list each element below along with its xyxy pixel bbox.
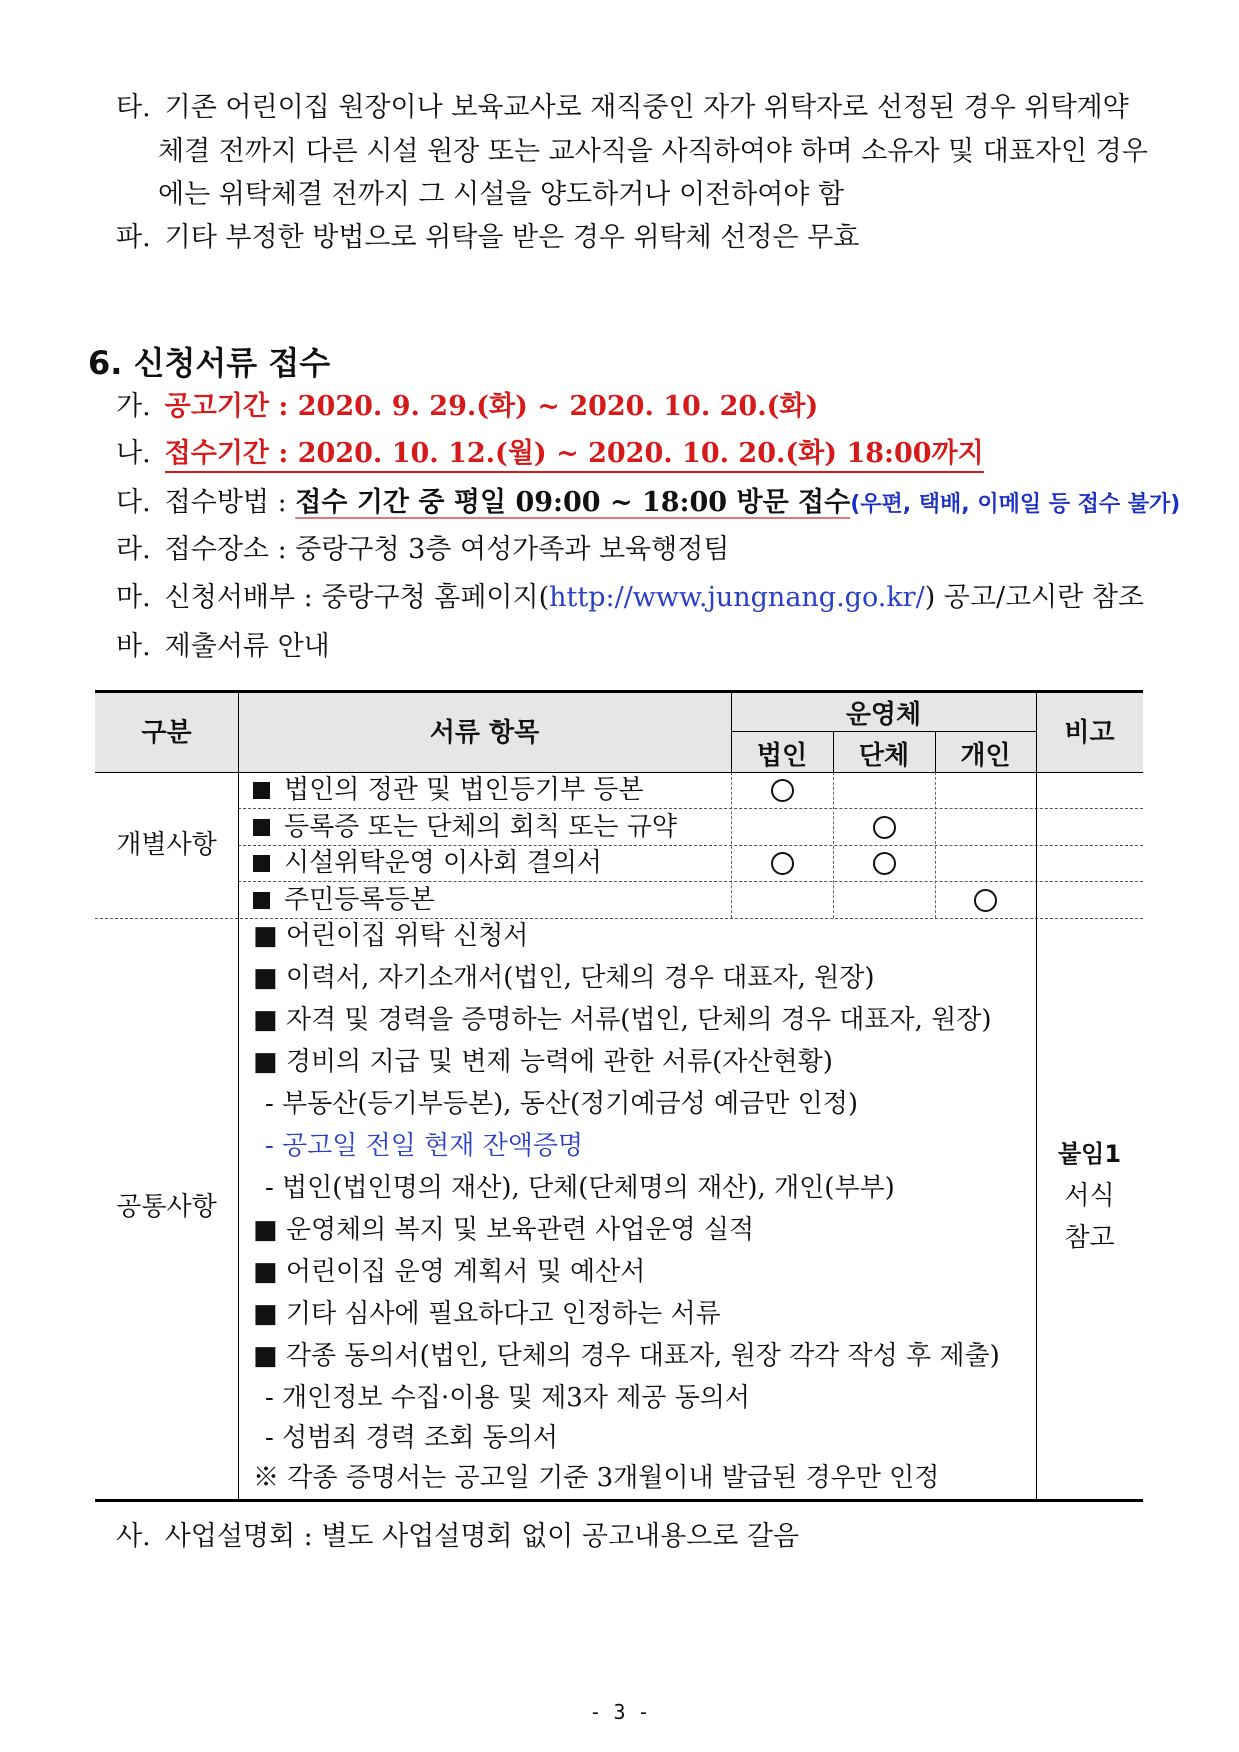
header-group: 단체 (858, 741, 910, 771)
col-divider (731, 772, 732, 918)
item-ga-mark: 가. (116, 391, 151, 422)
list-item: ■ 경비의 지급 및 변제 능력에 관한 서류(자산현황) (253, 1047, 833, 1077)
table-row (253, 807, 677, 847)
item-ra-mark: 라. (116, 534, 151, 565)
item-ta-line2: 체결 전까지 다른 시설 원장 또는 교사직을 사직하여야 하며 소유자 및 대표자인 경우 (158, 136, 1148, 167)
item-na-mark: 나. (116, 438, 151, 469)
section-title: 6. 신청서류 접수 (88, 344, 331, 382)
item-sa-mark: 사. (116, 1521, 151, 1552)
bullet-square-icon (253, 892, 270, 909)
row-text: 법인의 정관 및 법인등기부 등본 (284, 775, 644, 805)
item-ma-mark: 마. (116, 582, 151, 613)
item-da-emphasis: 접수 기간 중 평일 09:00 ~ 18:00 방문 접수 (295, 487, 851, 518)
row-text: 등록증 또는 단체의 회칙 또는 규약 (284, 812, 677, 842)
page-number: - 3 - (589, 1700, 650, 1724)
row-text: 시설위탁운영 이사회 결의서 (284, 848, 602, 878)
item-ma-after: ) 공고/고시란 참조 (924, 582, 1145, 613)
table-top-border (95, 690, 1143, 693)
header-operator: 운영체 (845, 700, 922, 730)
list-item: - 개인정보 수집·이용 및 제3자 제공 동의서 (265, 1383, 751, 1413)
item-ma-label: 신청서배부 : 중랑구청 홈페이지( (164, 582, 550, 613)
remark-reference: 참고 (1064, 1223, 1115, 1253)
col-divider (935, 772, 936, 918)
item-ga (116, 387, 818, 427)
circle-mark-icon (771, 852, 794, 875)
item-ta-mark: 타. (116, 92, 151, 123)
item-ra-text: 접수장소 : 중랑구청 3층 여성가족과 보육행정팀 (164, 534, 730, 565)
item-sa-text: 사업설명회 : 별도 사업설명회 없이 공고내용으로 갈음 (164, 1521, 800, 1552)
list-item: ■ 어린이집 위탁 신청서 (253, 921, 529, 951)
list-item: ■ 각종 동의서(법인, 단체의 경우 대표자, 원장 각각 작성 후 제출) (253, 1341, 1000, 1371)
list-item: ■ 운영체의 복지 및 보육관련 사업운영 실적 (253, 1215, 755, 1245)
table-row (253, 843, 602, 883)
list-item: - 부동산(등기부등본), 동산(정기예금성 예금만 인정) (265, 1089, 859, 1119)
item-ta-line3: 에는 위탁체결 전까지 그 시설을 양도하거나 이전하여야 함 (158, 179, 845, 210)
col-divider (833, 772, 834, 918)
circle-mark-icon (771, 779, 794, 802)
col-divider (1036, 690, 1037, 1499)
header-category: 구분 (141, 718, 192, 748)
item-pa-text: 기타 부정한 방법으로 위탁을 받은 경우 위탁체 선정은 무효 (164, 222, 860, 253)
header-corp: 법인 (756, 741, 808, 771)
remark-attachment: 붙임1 (1057, 1140, 1122, 1168)
circle-mark-icon (873, 852, 896, 875)
header-subline (731, 731, 1036, 732)
header-items: 서류 항목 (429, 718, 540, 748)
circle-mark-icon (974, 889, 997, 912)
item-ba (116, 627, 330, 667)
item-ba-text: 제출서류 안내 (164, 631, 330, 662)
documents-table (95, 690, 1143, 1502)
item-pa (116, 218, 859, 258)
item-ba-mark: 바. (116, 631, 151, 662)
item-ra (116, 530, 729, 570)
item-pa-mark: 파. (116, 222, 151, 253)
bullet-square-icon (253, 782, 270, 799)
list-item: ■ 이력서, 자기소개서(법인, 단체의 경우 대표자, 원장) (253, 963, 875, 993)
table-row (253, 770, 644, 810)
list-item: ■ 어린이집 운영 계획서 및 예산서 (253, 1257, 646, 1287)
item-na-text: 접수기간 : 2020. 10. 12.(월) ~ 2020. 10. 20.(화) 18:00까지 (165, 438, 984, 473)
circle-mark-icon (873, 816, 896, 839)
table-bottom-border (95, 1499, 1143, 1502)
item-da-label: 접수방법 : (164, 487, 296, 518)
item-ta-line1 (116, 88, 1129, 128)
individual-section-label: 개별사항 (116, 830, 217, 860)
list-item: ※ 각종 증명서는 공고일 기준 3개월이내 발급된 경우만 인정 (253, 1463, 940, 1493)
header-remark: 비고 (1064, 718, 1115, 748)
list-item: - 공고일 전일 현재 잔액증명 (265, 1131, 584, 1161)
item-da-note: (우편, 택배, 이메일 등 접수 불가) (850, 492, 1181, 517)
item-na (116, 434, 984, 474)
common-section-label: 공통사항 (116, 1192, 217, 1222)
list-item: ■ 자격 및 경력을 증명하는 서류(법인, 단체의 경우 대표자, 원장) (253, 1005, 992, 1035)
bullet-square-icon (253, 819, 270, 836)
homepage-link[interactable]: http://www.jungnang.go.kr/ (549, 582, 925, 613)
list-item: - 성범죄 경력 조회 동의서 (265, 1423, 559, 1453)
item-sa (116, 1517, 799, 1557)
item-da-mark: 다. (116, 487, 151, 518)
item-ta-text1: 기존 어린이집 원장이나 보육교사로 재직중인 자가 위탁자로 선정된 경우 위탁계약 (164, 92, 1129, 123)
list-item: ■ 기타 심사에 필요하다고 인정하는 서류 (253, 1299, 721, 1329)
remark-form: 서식 (1064, 1181, 1115, 1211)
header-individual: 개인 (960, 741, 1011, 771)
item-ga-text: 공고기간 : 2020. 9. 29.(화) ~ 2020. 10. 20.(화) (164, 391, 819, 422)
list-item: - 법인(법인명의 재산), 단체(단체명의 재산), 개인(부부) (265, 1173, 895, 1203)
row-text: 주민등록등본 (284, 885, 435, 915)
item-da (116, 483, 1180, 525)
item-ma (116, 578, 1144, 618)
bullet-square-icon (253, 855, 270, 872)
col-divider (238, 690, 239, 1499)
table-row (253, 880, 435, 920)
